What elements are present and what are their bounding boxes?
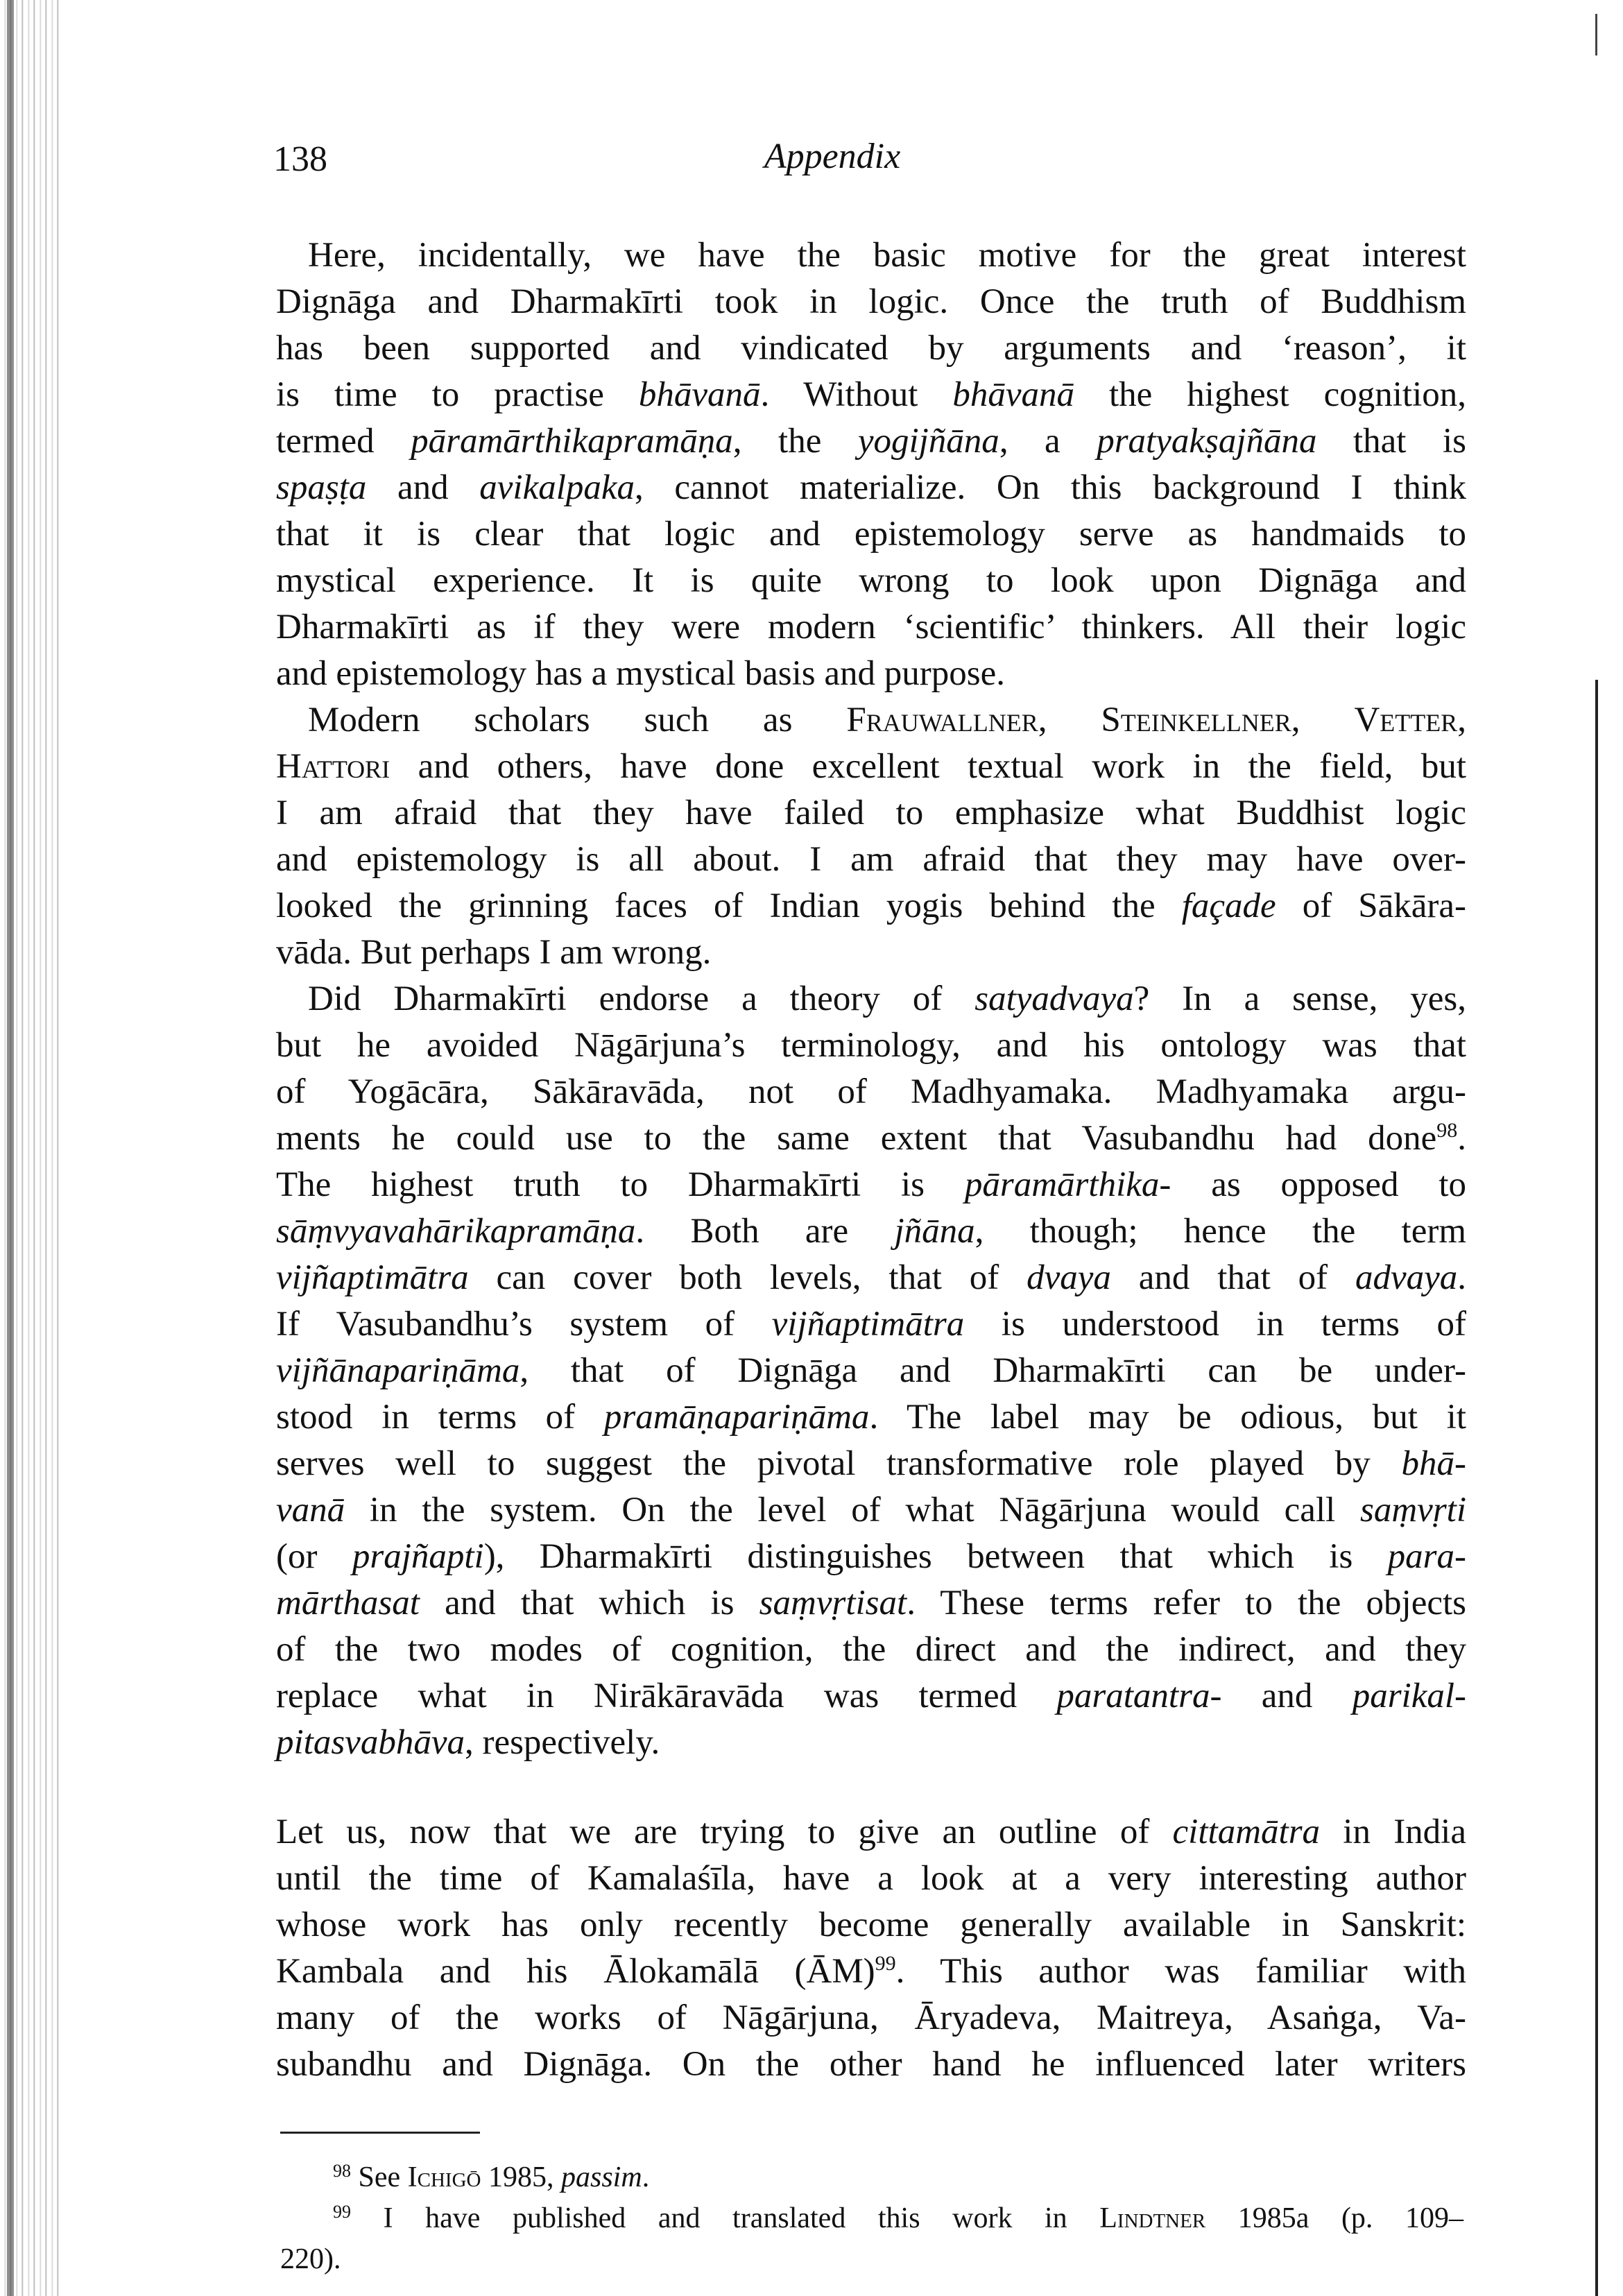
text-run: of the two modes of cognition, the direct and the indirect, and they (276, 1630, 1466, 1669)
text-run: spaṣṭa (276, 468, 367, 507)
paragraph (276, 232, 1466, 697)
text-run: pāramārthikapramāṇa (411, 422, 733, 461)
paragraph (276, 1809, 1466, 2088)
text-line (276, 1580, 1466, 1627)
text-run: cittamātra (1172, 1813, 1321, 1851)
text-line (276, 465, 1466, 511)
text-run: Frauwallner (846, 701, 1038, 739)
text-run: vijñaptimātra (276, 1258, 469, 1297)
text-line (276, 1394, 1466, 1441)
text-run: Dharmakīrti as if they were modern ‘scientific’ thinkers. All their logic (276, 608, 1466, 646)
text-run: , (1291, 701, 1355, 739)
text-run: Hattori (276, 747, 390, 786)
text-run: bhā- (1401, 1444, 1466, 1483)
footnote-marker: 99 (333, 2202, 351, 2222)
text-line (276, 651, 1466, 697)
text-line (276, 1162, 1466, 1208)
text-run: ments he could use to the same extent that Vasubandhu had done (276, 1119, 1437, 1158)
text-run: can cover both levels, that of (468, 1258, 1027, 1297)
text-run: sāṃvyavahārikapramāṇa (276, 1212, 636, 1251)
text-run: , though; hence the term (974, 1212, 1466, 1251)
footnote-marker: 99 (875, 1952, 896, 1975)
text-run: , (1038, 701, 1101, 739)
text-run: , cannot materialize. On this background I think (635, 468, 1466, 507)
text-run: . These terms refer to the objects (907, 1584, 1466, 1622)
text-line (276, 976, 1466, 1022)
text-run: serves well to suggest the pivotal transformative role played by (276, 1444, 1402, 1483)
text-line (276, 883, 1466, 929)
text-line (276, 1856, 1466, 1902)
text-run: parikal- (1352, 1677, 1466, 1715)
text-run: and that of (1110, 1258, 1355, 1297)
text-line (276, 558, 1466, 604)
text-run: , (1457, 701, 1466, 739)
text-run: ? In a sense, yes, (1133, 979, 1466, 1018)
text-run: ), Dharmakīrti distinguishes between that which is (483, 1537, 1388, 1576)
text-run: vāda. But perhaps I am wrong. (276, 933, 712, 972)
text-line (276, 604, 1466, 651)
text-line (276, 1720, 1466, 1766)
text-run: and others, have done excellent textual work in the field, but (390, 747, 1466, 786)
text-run: mārthasat (276, 1584, 420, 1622)
footnote-line (280, 2157, 1463, 2198)
footnote-line (280, 2239, 1463, 2280)
text-run: The highest truth to Dharmakīrti is (276, 1165, 965, 1204)
text-run: . This author was familiar with (895, 1952, 1467, 1991)
text-run: of Sākāra- (1276, 886, 1466, 925)
section-gap (276, 1766, 1466, 1809)
text-line (276, 1115, 1466, 1162)
text-run: as opposed to (1171, 1165, 1466, 1204)
text-run: vijñānapariṇāma (276, 1351, 520, 1390)
text-run: , respectively. (464, 1723, 660, 1762)
footnote-marker: 98 (333, 2161, 351, 2181)
text-line (276, 1441, 1466, 1487)
text-run: I am afraid that they have failed to emphasize what Buddhist logic (276, 794, 1466, 832)
paragraph (276, 976, 1466, 1766)
text-run: that it is clear that logic and epistemology serve as handmaids to (276, 515, 1466, 554)
text-run: is time to practise (276, 375, 639, 414)
text-run: and (1221, 1677, 1352, 1715)
text-line (276, 279, 1466, 325)
text-run: passim (560, 2161, 642, 2193)
text-run: Lindtner (1099, 2202, 1206, 2234)
text-run: mystical experience. It is quite wrong to look upon Dignāga and (276, 561, 1466, 600)
text-line (276, 1255, 1466, 1301)
text-run: 1985, (481, 2161, 561, 2193)
text-run: is understood in terms of (964, 1305, 1466, 1344)
text-run: Ichigō (407, 2161, 481, 2193)
text-run: pitasvabhāva (276, 1723, 465, 1762)
text-run: termed (276, 422, 411, 461)
text-run: until the time of Kamalaśīla, have a look at a very interesting author (276, 1859, 1466, 1898)
text-run: . Both are (635, 1212, 895, 1251)
page-number: 138 (273, 139, 327, 179)
text-line (276, 1487, 1466, 1534)
text-run: , that of Dignāga and Dharmakīrti can be under- (519, 1351, 1466, 1390)
text-run: advaya (1355, 1258, 1458, 1297)
text-line (276, 929, 1466, 976)
footnote-marker: 98 (1436, 1119, 1458, 1142)
text-line (276, 790, 1466, 837)
text-run: and (366, 468, 480, 507)
text-run: 220). (280, 2243, 341, 2275)
scan-right-edge-mark (1595, 14, 1597, 55)
text-run: pramāṇapariṇāma (603, 1398, 870, 1437)
paragraph (276, 697, 1466, 976)
text-line (276, 1208, 1466, 1255)
text-run: Let us, now that we are trying to give an outline of (276, 1813, 1173, 1851)
text-run: (or (276, 1537, 352, 1576)
text-run: bhāvanā (952, 375, 1075, 414)
text-run: pratyakṣajñāna (1097, 422, 1317, 461)
text-run: in India (1320, 1813, 1466, 1851)
text-run: has been supported and vindicated by arguments and ‘reason’, it (276, 329, 1466, 368)
text-run: . (642, 2161, 650, 2193)
text-run: and epistemology has a mystical basis and purpose. (276, 654, 1005, 693)
text-run: whose work has only recently become generally available in Sanskrit: (276, 1905, 1466, 1944)
text-run: many of the works of Nāgārjuna, Āryadeva, Maitreya, Asaṅga, Va- (276, 1998, 1466, 2037)
text-line (276, 232, 1466, 279)
text-line (276, 1948, 1466, 1995)
text-line (276, 325, 1466, 372)
text-run: that is (1316, 422, 1466, 461)
scan-edge-shadow (7, 0, 14, 2296)
text-line (276, 1995, 1466, 2041)
text-run: prajñapti (352, 1537, 484, 1576)
text-run: , a (999, 422, 1097, 461)
body-text (276, 232, 1466, 2088)
text-run: Dignāga and Dharmakīrti took in logic. Once the truth of Buddhism (276, 282, 1466, 321)
text-run: stood in terms of (276, 1398, 604, 1437)
text-run: . (1457, 1258, 1466, 1297)
text-run: Kambala and his Ālokamālā (ĀM) (276, 1952, 875, 1991)
text-line (276, 1627, 1466, 1673)
text-run: façade (1181, 886, 1276, 925)
text-run: avikalpaka (479, 468, 635, 507)
text-line (276, 1809, 1466, 1856)
text-run: and epistemology is all about. I am afraid that they may have over- (276, 840, 1466, 879)
text-run: saṃvṛti (1360, 1491, 1466, 1530)
text-run: Vetter (1354, 701, 1458, 739)
text-run: jñāna (894, 1212, 975, 1251)
text-run: subandhu and Dignāga. On the other hand he influenced later writers (276, 2045, 1466, 2084)
text-run: looked the grinning faces of Indian yogis behind the (276, 886, 1182, 925)
text-run: Modern scholars such as (308, 701, 847, 739)
text-run: dvaya (1027, 1258, 1111, 1297)
text-line (276, 1348, 1466, 1394)
text-line (276, 1902, 1466, 1948)
text-run: in the system. On the level of what Nāgārjuna would call (345, 1491, 1360, 1530)
text-run: See (351, 2161, 408, 2193)
text-run: 1985a (p. 109– (1205, 2202, 1463, 2234)
text-line (276, 837, 1466, 883)
text-line (276, 1069, 1466, 1115)
text-run: pāramārthika- (964, 1165, 1171, 1204)
footnotes (280, 2157, 1463, 2280)
text-run: saṃvṛtisat (759, 1584, 907, 1622)
text-run: satyadvaya (974, 979, 1134, 1018)
text-line (276, 372, 1466, 418)
text-line (276, 2041, 1466, 2088)
text-run: of Yogācāra, Sākāravāda, not of Madhyamaka. Madhyamaka argu- (276, 1072, 1466, 1111)
text-run: Did Dharmakīrti endorse a theory of (308, 979, 975, 1018)
text-line (276, 1022, 1466, 1069)
text-line (276, 418, 1466, 465)
running-head: Appendix (764, 137, 901, 176)
footnote-line (280, 2198, 1463, 2239)
text-run: para- (1387, 1537, 1467, 1576)
footnote-rule (280, 2132, 480, 2134)
text-run: If Vasubandhu’s system of (276, 1305, 772, 1344)
text-run: yogijñāna (857, 422, 999, 461)
text-run: vanā (276, 1491, 345, 1530)
text-run: . (1457, 1119, 1466, 1158)
scan-right-edge-line (1595, 680, 1598, 2296)
text-run: bhāvanā (638, 375, 761, 414)
text-run: but he avoided Nāgārjuna’s terminology, and his ontology was that (276, 1026, 1466, 1065)
text-line (276, 511, 1466, 558)
text-line (276, 744, 1466, 790)
text-run: , the (732, 422, 858, 461)
text-line (276, 1534, 1466, 1580)
text-run: and that which is (419, 1584, 759, 1622)
text-run: . The label may be odious, but it (869, 1398, 1466, 1437)
text-line (276, 697, 1466, 744)
text-run: Here, incidentally, we have the basic motive for the great interest (308, 236, 1466, 275)
text-run: paratantra- (1056, 1677, 1222, 1715)
text-run: I have published and translated this work in (351, 2202, 1100, 2234)
text-line (276, 1673, 1466, 1720)
text-run: . Without (760, 375, 953, 414)
text-line (276, 1301, 1466, 1348)
text-run: replace what in Nirākāravāda was termed (276, 1677, 1057, 1715)
text-run: Steinkellner (1101, 701, 1291, 739)
text-run: the highest cognition, (1074, 375, 1466, 414)
text-run: vijñaptimātra (771, 1305, 965, 1344)
